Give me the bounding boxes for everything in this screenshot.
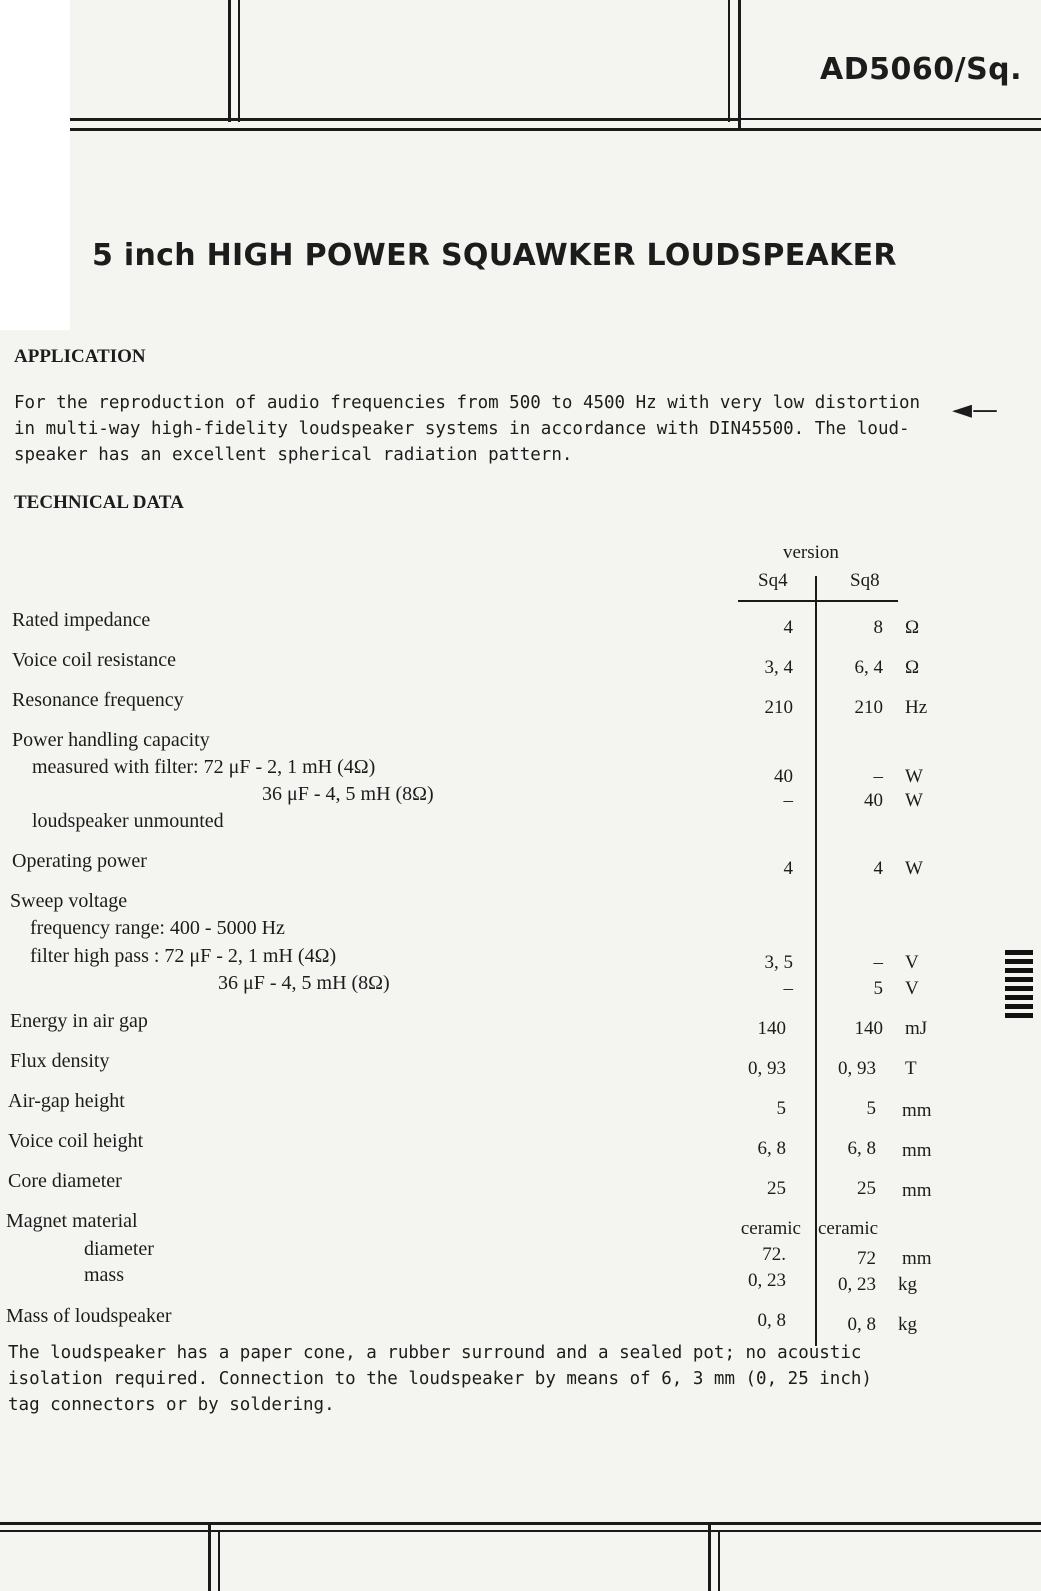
top-frame-line xyxy=(738,0,741,130)
row-label: measured with filter: 72 μF - 2, 1 mH (4Ω) xyxy=(32,756,376,778)
value-sq8: 5 xyxy=(873,978,883,999)
page-title: 5 inch HIGH POWER SQUAWKER LOUDSPEAKER xyxy=(92,238,897,273)
bottom-frame-line xyxy=(0,1522,1041,1525)
unit: W xyxy=(905,858,923,879)
column-header-sq4: Sq4 xyxy=(758,570,788,591)
row-label: Mass of loudspeaker xyxy=(6,1305,172,1327)
value-sq4: 40 xyxy=(774,766,793,787)
note-line: isolation required. Connection to the loudspeaker by means of 6, 3 mm (0, 25 inch) xyxy=(8,1369,872,1389)
value-sq8: 5 xyxy=(866,1098,876,1119)
value-sq4: 72. xyxy=(762,1244,786,1265)
unit: Hz xyxy=(905,697,928,718)
bottom-frame-line xyxy=(718,1532,720,1591)
value-sq8: ceramic xyxy=(818,1218,879,1239)
column-divider xyxy=(815,576,817,1346)
row-label: Resonance frequency xyxy=(12,689,184,711)
value-sq4: 0, 93 xyxy=(748,1058,786,1079)
unit: mm xyxy=(902,1100,932,1121)
margin-mark xyxy=(1005,950,1033,1022)
value-sq4: 6, 8 xyxy=(757,1138,786,1159)
value-sq8: 0, 8 xyxy=(847,1314,876,1335)
value-sq4: 4 xyxy=(783,617,793,638)
value-sq8: 72 xyxy=(857,1248,876,1269)
value-sq8: 8 xyxy=(873,617,883,638)
application-line: For the reproduction of audio frequencies from 500 to 4500 Hz with very low distortion xyxy=(14,393,921,413)
row-label: filter high pass : 72 μF - 2, 1 mH (4Ω) xyxy=(30,945,337,967)
row-label: frequency range: 400 - 5000 Hz xyxy=(30,917,285,939)
top-frame-line xyxy=(70,118,741,121)
header-rule xyxy=(70,128,1041,131)
value-sq8: – xyxy=(873,766,883,787)
unit: W xyxy=(905,766,923,787)
value-sq4: – xyxy=(783,978,793,999)
technical-data-heading: TECHNICAL DATA xyxy=(14,492,184,513)
application-line: speaker has an excellent spherical radiation pattern. xyxy=(14,445,573,465)
value-sq4: 5 xyxy=(776,1098,786,1119)
value-sq4: 3, 4 xyxy=(764,657,793,678)
row-label: Energy in air gap xyxy=(10,1010,148,1032)
value-sq8: 210 xyxy=(854,697,883,718)
value-sq4: 140 xyxy=(757,1018,786,1039)
row-label: Power handling capacity xyxy=(12,729,210,751)
value-sq8: 25 xyxy=(857,1178,876,1199)
value-sq4: 0, 8 xyxy=(757,1310,786,1331)
note-line: tag connectors or by soldering. xyxy=(8,1395,335,1415)
row-label: Sweep voltage xyxy=(10,890,128,912)
row-label: Core diameter xyxy=(8,1170,122,1192)
bottom-frame-line xyxy=(218,1532,220,1591)
value-sq4: – xyxy=(783,790,793,811)
value-sq8: – xyxy=(873,952,883,973)
value-sq4: 210 xyxy=(764,697,793,718)
column-header-sq8: Sq8 xyxy=(850,570,880,591)
row-label: Air-gap height xyxy=(8,1090,125,1112)
bottom-frame-line xyxy=(208,1525,211,1591)
unit: T xyxy=(905,1058,917,1079)
unit: mm xyxy=(902,1248,932,1269)
unit: mm xyxy=(902,1140,932,1161)
value-sq8: 0, 23 xyxy=(838,1274,876,1295)
unit: Ω xyxy=(905,617,920,638)
unit: kg xyxy=(898,1314,917,1335)
application-text xyxy=(14,390,944,468)
row-label: Magnet material xyxy=(6,1210,138,1232)
row-label: Rated impedance xyxy=(12,609,151,631)
header-rule xyxy=(741,118,1041,120)
value-sq4: 4 xyxy=(783,858,793,879)
bottom-frame-line xyxy=(708,1525,711,1591)
value-sq8: 0, 93 xyxy=(838,1058,876,1079)
value-sq8: 40 xyxy=(864,790,883,811)
table-header-rule xyxy=(738,600,898,602)
row-label: 36 μF - 4, 5 mH (8Ω) xyxy=(218,972,390,994)
top-frame-line xyxy=(238,0,240,122)
row-label: 36 μF - 4, 5 mH (8Ω) xyxy=(262,783,434,805)
unit: mm xyxy=(902,1180,932,1201)
unit: V xyxy=(905,978,919,999)
margin-arrow-icon: ◄— xyxy=(952,395,998,425)
bottom-frame-line xyxy=(0,1530,1041,1532)
row-label: loudspeaker unmounted xyxy=(32,810,224,832)
row-label: Operating power xyxy=(12,850,147,872)
unit: kg xyxy=(898,1274,917,1295)
application-line: in multi-way high-fidelity loudspeaker systems in accordance with DIN45500. The loud- xyxy=(14,419,910,439)
page-margin xyxy=(0,0,70,330)
top-frame-line xyxy=(228,0,231,122)
value-sq4: 25 xyxy=(767,1178,786,1199)
row-label: Voice coil height xyxy=(8,1130,144,1152)
value-sq8: 6, 4 xyxy=(854,657,883,678)
value-sq4: 0, 23 xyxy=(748,1270,786,1291)
value-sq4: ceramic xyxy=(740,1218,801,1239)
value-sq4: 3, 5 xyxy=(764,952,793,973)
row-label: mass xyxy=(84,1264,124,1286)
description-note xyxy=(8,1340,908,1418)
version-label: version xyxy=(783,542,839,563)
unit: mJ xyxy=(905,1018,928,1039)
unit: W xyxy=(905,790,923,811)
note-line: The loudspeaker has a paper cone, a rubber surround and a sealed pot; no acoustic xyxy=(8,1343,862,1363)
value-sq8: 6, 8 xyxy=(847,1138,876,1159)
application-heading: APPLICATION xyxy=(14,346,146,367)
top-frame-line xyxy=(728,0,730,122)
row-label: diameter xyxy=(84,1238,154,1260)
document-code: AD5060/Sq. xyxy=(820,52,1023,87)
row-label: Voice coil resistance xyxy=(12,649,177,671)
unit: Ω xyxy=(905,657,920,678)
value-sq8: 140 xyxy=(854,1018,883,1039)
unit: V xyxy=(905,952,919,973)
value-sq8: 4 xyxy=(873,858,883,879)
row-label: Flux density xyxy=(10,1050,110,1072)
